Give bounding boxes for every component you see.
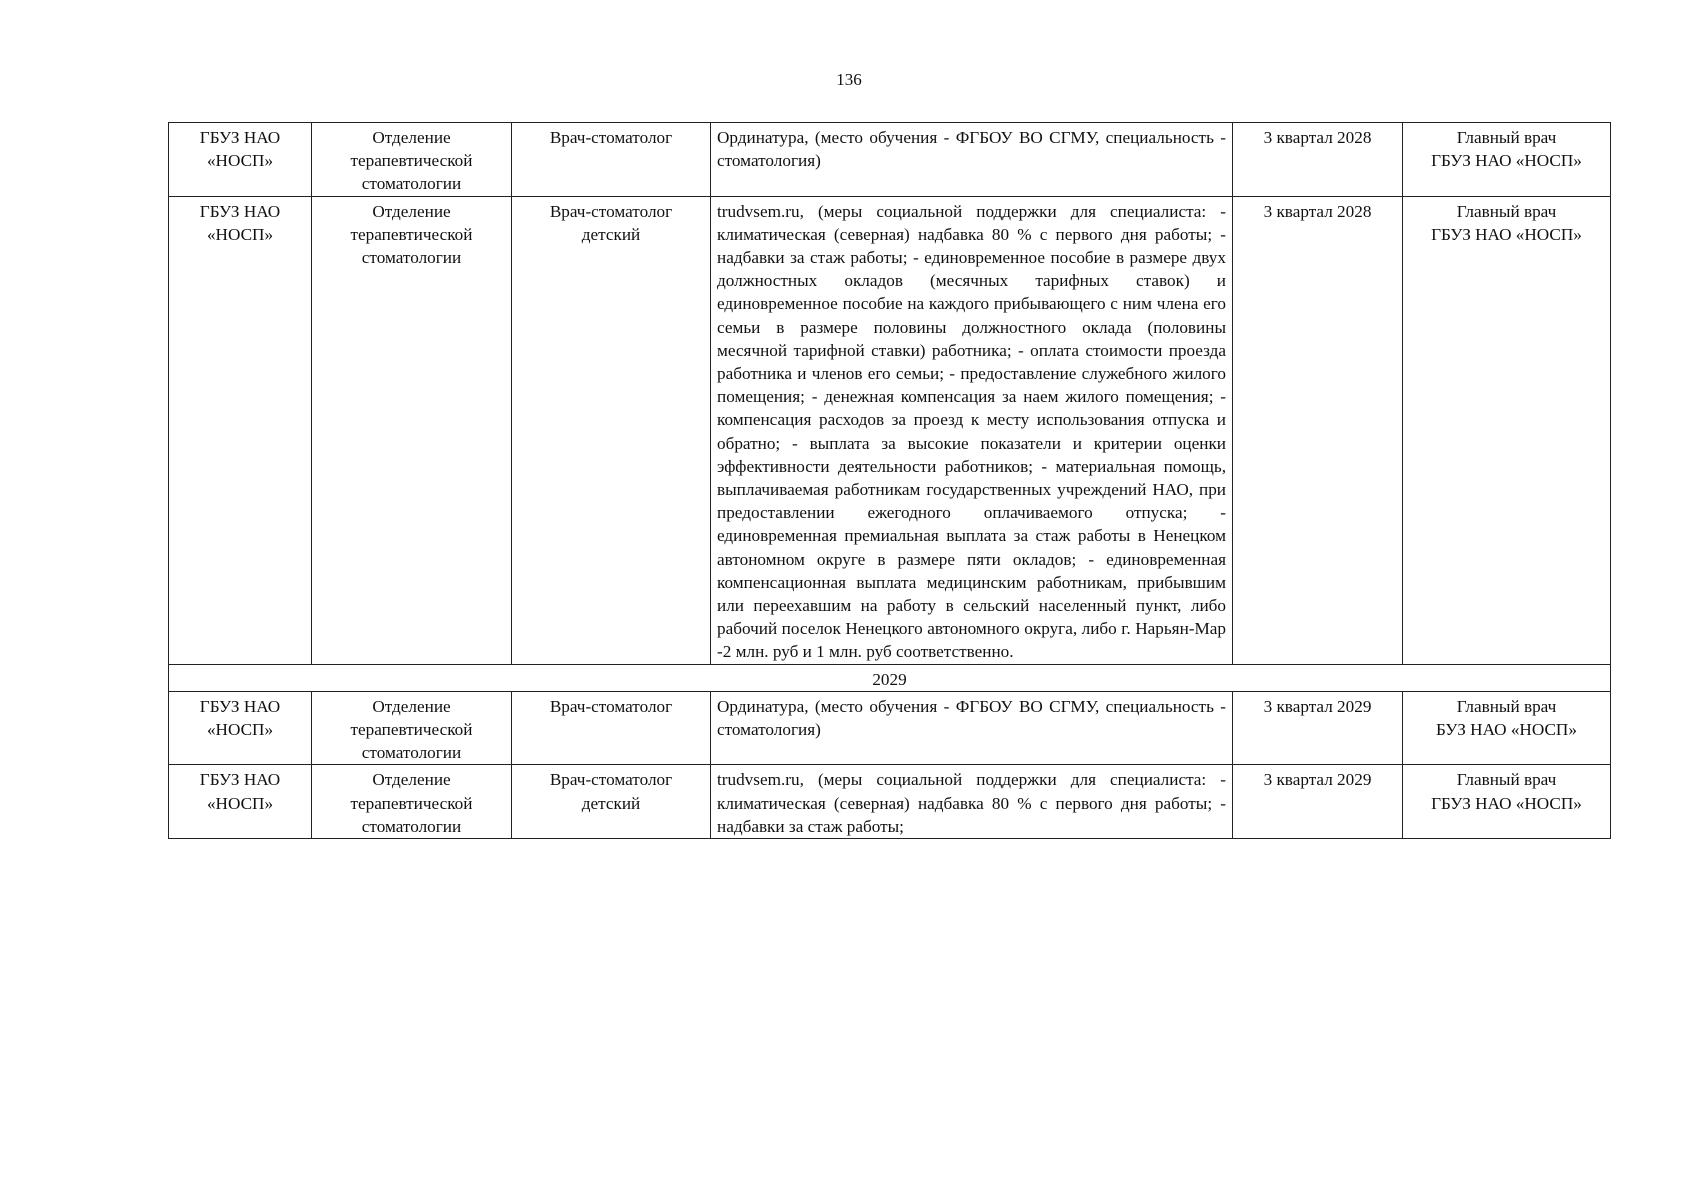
department-line: Отделение	[372, 770, 451, 790]
period-cell: 3 квартал 2028	[1233, 123, 1403, 197]
responsible-line: ГБУЗ НАО «НОСП»	[1431, 224, 1582, 244]
table-row	[169, 123, 1611, 197]
org-line: «НОСП»	[206, 793, 274, 813]
department-cell	[312, 691, 512, 765]
department-line: Отделение	[372, 696, 451, 716]
responsible-line: Главный врач	[1456, 128, 1557, 147]
responsible-line: БУЗ НАО «НОСП»	[1436, 720, 1577, 740]
department-line: терапевтической	[350, 793, 473, 813]
year-heading: 2029	[169, 664, 1611, 691]
responsible-cell	[1403, 196, 1611, 664]
org-cell	[169, 196, 312, 664]
org-line: «НОСП»	[206, 224, 274, 244]
period-cell: 3 квартал 2028	[1233, 196, 1403, 664]
org-line: ГБУЗ НАО	[199, 201, 281, 221]
position-cell	[512, 691, 711, 765]
position-line: Врач-стоматолог	[549, 201, 673, 221]
period-cell: 3 квартал 2029	[1233, 765, 1403, 839]
responsible-line: ГБУЗ НАО «НОСП»	[1431, 793, 1582, 813]
responsible-cell	[1403, 123, 1611, 197]
year-row	[169, 664, 1611, 691]
department-line: стоматологии	[361, 174, 462, 194]
responsible-cell	[1403, 691, 1611, 765]
department-line: стоматологии	[361, 816, 462, 836]
description-cell: Ординатура, (место обучения - ФГБОУ ВО СГМУ, специальность - стоматология)	[711, 123, 1233, 197]
org-cell	[169, 765, 312, 839]
position-line: Врач-стоматолог	[549, 128, 673, 147]
responsible-cell	[1403, 765, 1611, 839]
table-row	[169, 691, 1611, 765]
responsible-line: Главный врач	[1456, 696, 1557, 716]
org-line: ГБУЗ НАО	[199, 770, 281, 790]
department-line: терапевтической	[350, 720, 473, 740]
department-line: стоматологии	[361, 248, 462, 268]
department-cell	[312, 196, 512, 664]
page-number: 136	[836, 70, 862, 89]
department-cell	[312, 123, 512, 197]
period-cell: 3 квартал 2029	[1233, 691, 1403, 765]
org-line: «НОСП»	[206, 151, 274, 171]
position-line: детский	[581, 793, 641, 813]
department-cell	[312, 765, 512, 839]
org-line: ГБУЗ НАО	[199, 696, 281, 716]
department-line: терапевтической	[350, 224, 473, 244]
responsible-line: ГБУЗ НАО «НОСП»	[1431, 151, 1582, 171]
position-line: Врач-стоматолог	[549, 696, 673, 716]
department-line: Отделение	[372, 128, 451, 147]
responsible-line: Главный врач	[1456, 201, 1557, 221]
responsible-line: Главный врач	[1456, 770, 1557, 790]
position-line: детский	[581, 224, 641, 244]
position-cell	[512, 123, 711, 197]
org-line: «НОСП»	[206, 720, 274, 740]
org-cell	[169, 123, 312, 197]
position-line: Врач-стоматолог	[549, 770, 673, 790]
department-line: Отделение	[372, 201, 451, 221]
org-line: ГБУЗ НАО	[199, 128, 281, 147]
table-row	[169, 765, 1611, 839]
table-row	[169, 196, 1611, 664]
department-line: терапевтической	[350, 151, 473, 171]
position-cell	[512, 765, 711, 839]
position-cell	[512, 196, 711, 664]
staffing-table	[168, 122, 1611, 839]
description-cell: Ординатура, (место обучения - ФГБОУ ВО СГМУ, специальность - стоматология)	[711, 691, 1233, 765]
org-cell	[169, 691, 312, 765]
department-line: стоматологии	[361, 743, 462, 763]
description-cell: trudvsem.ru, (меры социальной поддержки для специалиста: - климатическая (северная) надбавка 80 % с первого дня работы; - надбавки за стаж работы;	[711, 765, 1233, 839]
description-cell: trudvsem.ru, (меры социальной поддержки для специалиста: - климатическая (северная) надбавка 80 % с первого дня работы; - надбавки за стаж работы; - единовременное пособие в размере двух должностных окладов (месячных тарифных ставок) и единовременное пособие на каждого прибывающего с ним члена его семьи в размере половины должностного оклада (половины месячной тарифной ставки) работника; - оплата стоимости проезда работника и членов его семьи; - предоставление служебного жилого помещения; - денежная компенсация за наем жилого помещения; - компенсация расходов за проезд к месту использования отпуска и обратно; - выплата за высокие показатели и критерии оценки эффективности деятельности работников; - материальная помощь, выплачиваемая работникам государственных учреждений НАО, при предоставлении ежегодного оплачиваемого отпуска; - единовременная премиальная выплата за стаж работы в Ненецком автономном округе в размере пяти окладов; - единовременная компенсационная выплата медицинским работникам, прибывшим или переехавшим на работу в сельский населенный пункт, либо рабочий поселок Ненецкого автономного округа, либо г. Нарьян-Мар -2 млн. руб и 1 млн. руб соответственно.	[711, 196, 1233, 664]
